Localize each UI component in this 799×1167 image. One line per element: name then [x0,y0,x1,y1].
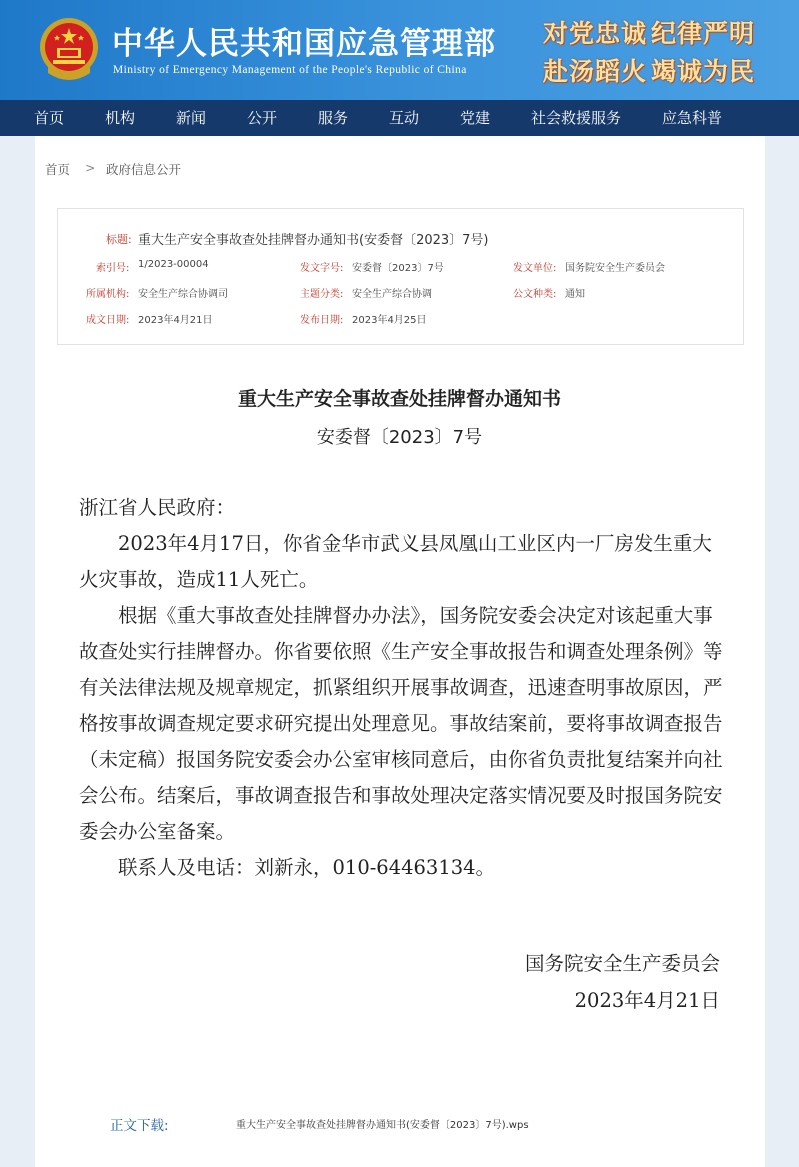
salutation: 浙江省人民政府： [79,496,236,519]
site-title[interactable]: 中华人民共和国应急管理部 [112,26,496,62]
meta-doc-no-value: 安委督〔2023〕7号 [352,263,444,274]
site-subtitle: Ministry of Emergency Management of the People's Republic of China [113,64,467,76]
meta-title-value: 重大生产安全事故查处挂牌督办通知书(安委督〔2023〕7号) [138,233,489,248]
meta-created-label: 成文日期: [86,315,130,326]
meta-org-label: 所属机构: [86,289,130,300]
meta-published-label: 发布日期: [300,315,344,326]
document-body [79,490,729,886]
slogan-4: 竭诚为民 [651,57,756,86]
nav-item-news[interactable]: 新闻 [176,109,207,127]
nav-item-party-building[interactable]: 党建 [460,109,491,127]
signature-date: 2023年4月21日 [574,989,720,1012]
document-metadata-box [57,208,744,345]
meta-index-value: 1/2023-00004 [138,259,209,270]
meta-topic-value: 安全生产综合协调 [352,289,432,300]
meta-issuer-label: 发文单位: [513,263,557,274]
nav-item-services[interactable]: 服务 [318,109,349,127]
meta-type-label: 公文种类: [513,289,557,300]
meta-issuer-value: 国务院安全生产委员会 [565,263,665,274]
national-emblem-icon [38,17,100,81]
breadcrumb-separator: > [85,160,96,175]
download-label: 正文下载: [110,1118,169,1134]
site-header [0,0,799,100]
breadcrumb-current[interactable]: 政府信息公开 [106,162,182,177]
meta-type-value: 通知 [565,289,585,300]
nav-item-interaction[interactable]: 互动 [389,109,420,127]
body-paragraph: 根据《重大事故查处挂牌督办办法》，国务院安委会决定对该起重大事故查处实行挂牌督办。你省要依照《生产安全事故报告和调查处理条例》等有关法律法规及规章规定，抓紧组织开展事故调查，迅速查明事故原因，严格按事故调查规定要求研究提出处理意见。事故结案前，要将事故调查报告（未定稿）报国务院安委会办公室审核同意后，由你省负责批复结案并向社会公布。结案后，事故调查报告和事故处理决定落实情况要及时报国务院安委会办公室备案。 [79,604,723,843]
meta-org-value: 安全生产综合协调司 [138,289,228,300]
meta-doc-no-label: 发文字号: [300,263,344,274]
meta-index-label: 索引号: [96,263,130,274]
meta-title-label: 标题: [106,233,132,246]
nav-item-organization[interactable]: 机构 [105,109,136,127]
document-number: 安委督〔2023〕7号 [316,427,483,448]
download-file-link[interactable]: 重大生产安全事故查处挂牌督办通知书(安委督〔2023〕7号).wps [236,1120,529,1131]
nav-item-rescue-services[interactable]: 社会救援服务 [531,109,622,127]
slogan-2: 纪律严明 [651,19,756,48]
document-title: 重大生产安全事故查处挂牌督办通知书 [237,388,561,410]
body-paragraph: 联系人及电话：刘新永，010-64463134。 [118,856,496,879]
nav-item-emergency-science[interactable]: 应急科普 [662,109,723,127]
meta-topic-label: 主题分类: [300,289,344,300]
main-nav [0,100,799,136]
slogan-1: 对党忠诚 [543,19,648,48]
nav-item-disclosure[interactable]: 公开 [247,109,278,127]
breadcrumb-home[interactable]: 首页 [45,162,71,177]
slogan-3: 赴汤蹈火 [543,57,648,86]
nav-item-home[interactable]: 首页 [34,109,65,127]
meta-created-value: 2023年4月21日 [138,315,213,326]
meta-published-value: 2023年4月25日 [352,315,427,326]
signature-org: 国务院安全生产委员会 [524,952,720,975]
body-paragraph: 2023年4月17日，你省金华市武义县凤凰山工业区内一厂房发生重大火灾事故，造成11人死亡。 [79,532,712,591]
